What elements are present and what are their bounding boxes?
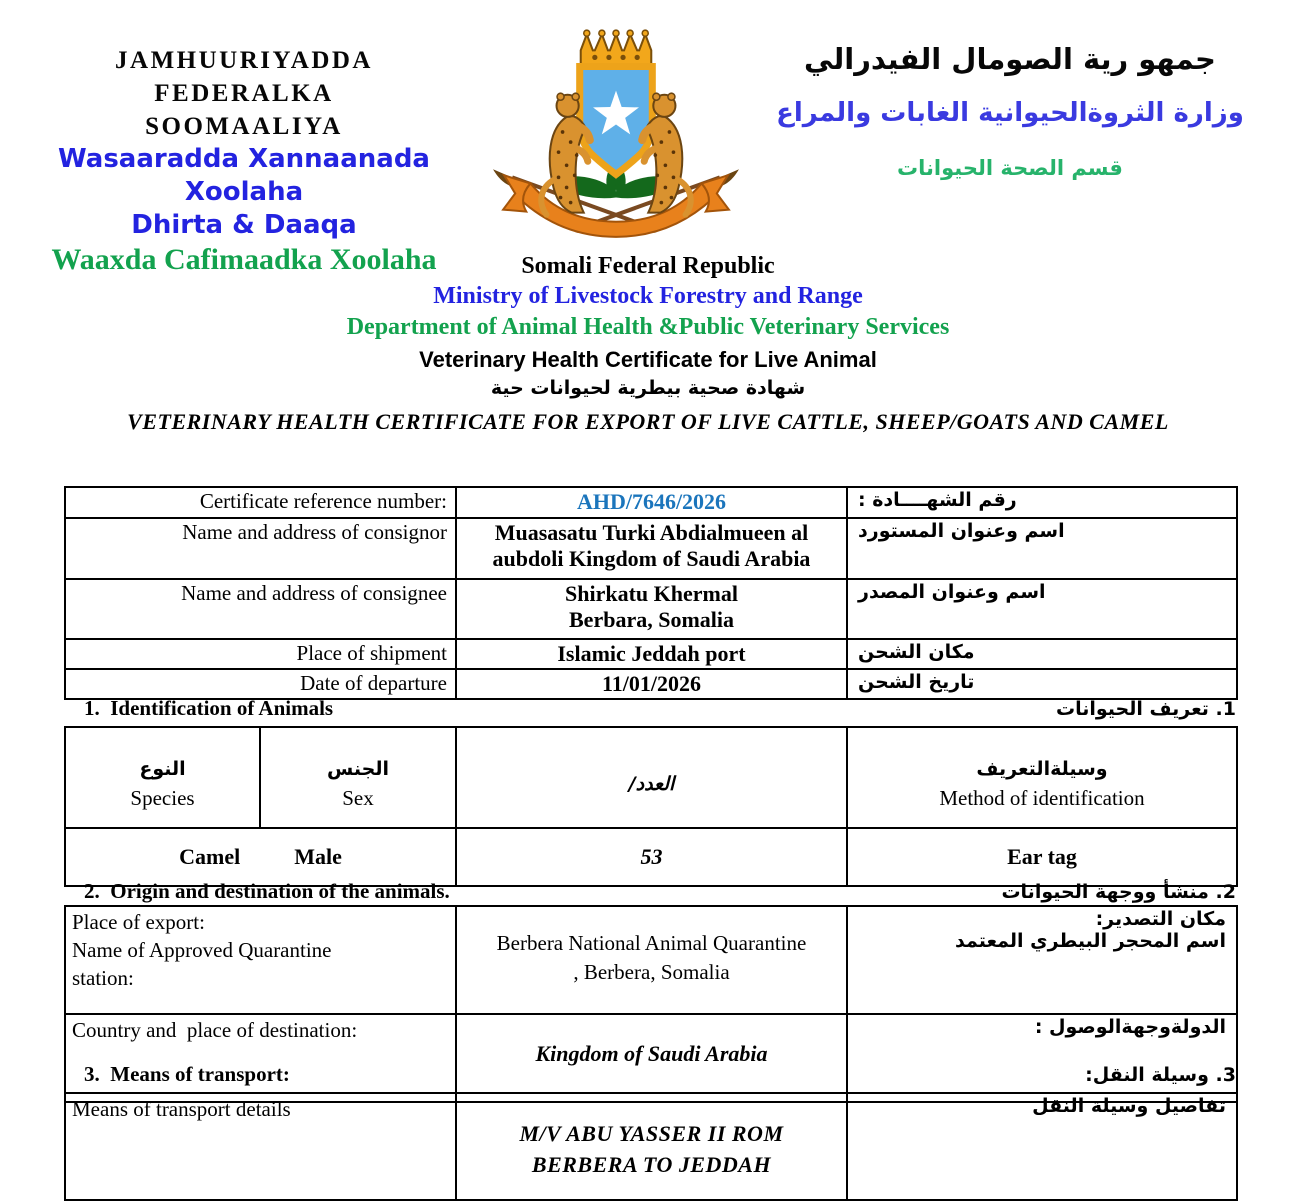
- shipment-label: Place of shipment: [65, 639, 456, 669]
- section3-title-en: 3. Means of transport:: [84, 1062, 290, 1086]
- method-header-en: Method of identification: [939, 785, 1145, 810]
- consignee-label: Name and address of consignee: [65, 579, 456, 639]
- consignor-value-line2: aubdoli Kingdom of Saudi Arabia: [492, 546, 811, 571]
- table-row: [65, 906, 1237, 1014]
- somalia-coat-of-arms-icon: [490, 26, 742, 238]
- quarantine-station-line2: , Berbera, Somalia: [573, 960, 730, 984]
- departure-label-ar: تاريخ الشحن: [847, 669, 1237, 699]
- table-row: [65, 828, 1237, 886]
- section2-header: [64, 879, 1236, 904]
- consignee-label-ar: اسم وعنوان المصدر: [847, 579, 1237, 639]
- department-name-somali: Waaxda Cafimaadka Xoolaha: [51, 243, 437, 276]
- section2-title-ar: 2. منشأ ووجهة الحيوانات: [1001, 881, 1236, 903]
- method-header: [847, 727, 1237, 828]
- consignee-value-line1: Shirkatu Khermal: [565, 581, 738, 606]
- title-certificate-ar: شهادة صحية بيطرية لحيوانات حية: [490, 377, 806, 399]
- vessel-name: M/V ABU YASSER II ROM: [519, 1121, 784, 1146]
- sex-header-ar: الجنس: [327, 757, 389, 780]
- place-of-export-ar-line1: مكان التصدير:: [1095, 908, 1226, 930]
- species-header-en: Species: [130, 785, 195, 810]
- title-republic-en: Somali Federal Republic: [521, 253, 775, 279]
- identification-table: [64, 726, 1238, 887]
- destination-label-ar: الدولةوجهةالوصول :: [847, 1014, 1237, 1102]
- place-of-export-label: [65, 906, 456, 1014]
- place-of-export-label-ar: [847, 906, 1237, 1014]
- table-row: [65, 639, 1237, 669]
- consignee-value: [456, 579, 847, 639]
- title-department-en: Department of Animal Health &Public Veterinary Services: [346, 314, 950, 340]
- species-header: [65, 727, 260, 828]
- ministry-name-arabic: وزارة الثروةالحيوانية الغابات والمراع: [776, 98, 1244, 128]
- count-header: [456, 727, 847, 828]
- table-row: [65, 579, 1237, 639]
- ref-number-label-ar: رقم الشهــــادة :: [847, 487, 1237, 518]
- ref-number-label: Certificate reference number:: [65, 487, 456, 518]
- species-header-ar: النوع: [139, 757, 186, 780]
- shipment-value: Islamic Jeddah port: [456, 639, 847, 669]
- table-row: [65, 669, 1237, 699]
- section3-title-ar: 3. وسيلة النقل:: [1085, 1064, 1236, 1086]
- ministry-name-somali-line1: Wasaaradda Xannaanada: [58, 144, 430, 174]
- table-row: [65, 1014, 1237, 1102]
- species-sex-cell: [65, 828, 456, 886]
- destination-value: Kingdom of Saudi Arabia: [456, 1014, 847, 1102]
- table-row: [65, 518, 1237, 579]
- place-of-export-ar-line2: اسم المحجر البيطري المعتمد: [954, 930, 1226, 952]
- sex-value: Male: [294, 844, 342, 869]
- place-of-export-label-line1: Place of export:: [72, 910, 205, 934]
- table-row: [65, 487, 1237, 518]
- crown: [581, 30, 652, 64]
- consignor-label-ar: اسم وعنوان المستورد: [847, 518, 1237, 579]
- consignor-value-line1: Muasasatu Turki Abdialmueen al: [494, 520, 809, 545]
- ministry-name-somali-line3: Dhirta & Daaqa: [131, 210, 357, 240]
- republic-name-somali-line2: SOOMAALIYA: [145, 113, 343, 140]
- method-value: Ear tag: [847, 828, 1237, 886]
- departure-value: 11/01/2026: [456, 669, 847, 699]
- ministry-name-somali-line2: Xoolaha: [184, 177, 304, 207]
- count-header-ar: العدد/: [628, 773, 675, 795]
- sex-header-en: Sex: [342, 785, 374, 810]
- departure-label: Date of departure: [65, 669, 456, 699]
- header-somali-block: [28, 44, 460, 277]
- route: BERBERA TO JEDDAH: [531, 1152, 772, 1177]
- count-value: 53: [456, 828, 847, 886]
- method-header-ar: وسيلةالتعريف: [976, 757, 1108, 780]
- consignee-value-line2: Berbara, Somalia: [569, 607, 734, 632]
- department-name-arabic: قسم الصحة الحيوانات: [897, 156, 1123, 180]
- document-titles: [0, 251, 1296, 437]
- section2-title-en: 2. Origin and destination of the animals.: [84, 879, 450, 903]
- place-of-export-label-line3: station:: [72, 966, 134, 990]
- title-main: VETERINARY HEALTH CERTIFICATE FOR EXPORT OF LIVE CATTLE, SHEEP/GOATS AND CAMEL: [127, 409, 1169, 434]
- section3-header: [64, 1062, 1236, 1087]
- ref-number-value: AHD/7646/2026: [456, 487, 847, 518]
- certificate-info-table: [64, 486, 1238, 700]
- quarantine-station-value: [456, 906, 847, 1014]
- transport-details-label: Means of transport details: [65, 1093, 456, 1200]
- republic-name-arabic: جمهو رية الصومال الفيدرالي: [804, 42, 1216, 76]
- title-ministry-en: Ministry of Livestock Forestry and Range: [433, 283, 863, 309]
- quarantine-station-line1: Berbera National Animal Quarantine: [496, 931, 807, 955]
- republic-name-somali-line1: JAMHUURIYADDA FEDERALKA: [115, 47, 373, 107]
- table-header-row: [65, 727, 1237, 828]
- place-of-export-label-line2: Name of Approved Quarantine: [72, 938, 332, 962]
- section1-header: [64, 696, 1236, 721]
- consignor-label: Name and address of consignor: [65, 518, 456, 579]
- section1-title-en: 1. Identification of Animals: [84, 696, 334, 720]
- shipment-label-ar: مكان الشحن: [847, 639, 1237, 669]
- section1-title-ar: 1. تعريف الحيوانات: [1055, 698, 1236, 720]
- table-row: [65, 1093, 1237, 1200]
- title-certificate-en: Veterinary Health Certificate for Live Animal: [419, 347, 877, 372]
- transport-details-value: [456, 1093, 847, 1200]
- header-arabic-block: [760, 38, 1260, 180]
- consignor-value: [456, 518, 847, 579]
- destination-label: Country and place of destination:: [65, 1014, 456, 1102]
- species-value: Camel: [179, 844, 241, 869]
- sex-header: [260, 727, 456, 828]
- transport-details-label-ar: تفاصيل وسيلة النقل: [847, 1093, 1237, 1200]
